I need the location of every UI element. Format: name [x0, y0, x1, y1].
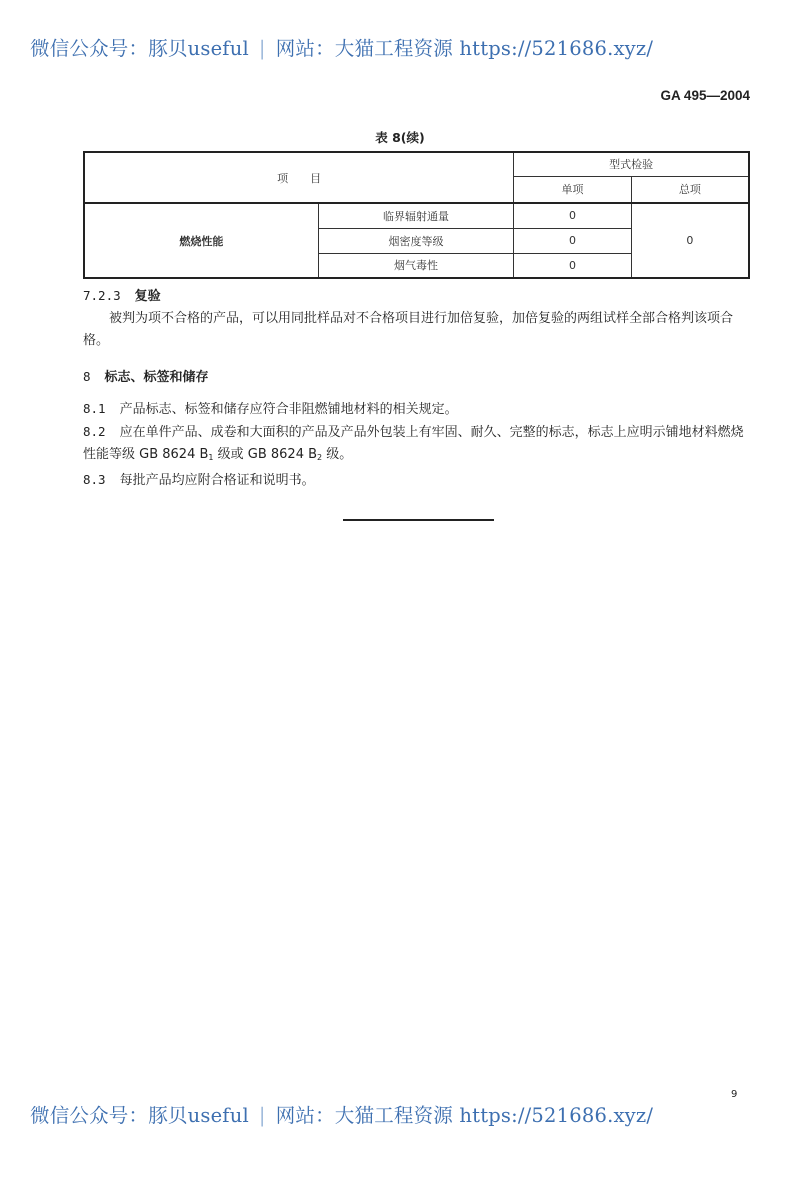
section-8-items — [83, 398, 753, 492]
watermark-site: 网站：大猫工程资源 https://521686.xyz/ — [275, 1104, 654, 1127]
row-single-value: 0 — [514, 203, 632, 228]
watermark-wechat: 微信公众号：豚贝useful — [30, 37, 249, 60]
watermark-bottom — [30, 1100, 653, 1128]
row-name: 临界辐射通量 — [318, 203, 513, 228]
watermark-divider: | — [258, 37, 266, 60]
section-heading: 7.2.3 复验 — [83, 288, 161, 304]
row-single-value: 0 — [514, 253, 632, 278]
section-8 — [83, 366, 753, 389]
section-heading: 8 标志、标签和储存 — [83, 369, 209, 385]
watermark-wechat: 微信公众号：豚贝useful — [30, 1104, 249, 1127]
watermark-divider: | — [258, 1104, 266, 1127]
inspection-table — [83, 151, 750, 279]
header-item: 项 目 — [84, 152, 514, 203]
watermark-top — [30, 33, 653, 61]
clause-8-3: 8.3 每批产品均应附合格证和说明书。 — [83, 472, 315, 488]
total-value: 0 — [631, 203, 749, 278]
page-number: 9 — [731, 1089, 738, 1100]
table-title: 表 8(续) — [375, 130, 425, 145]
header-total: 总项 — [631, 176, 749, 203]
table-row — [84, 203, 749, 228]
section-7-2-3 — [83, 285, 753, 352]
group-label: 燃烧性能 — [84, 203, 318, 278]
row-name: 烟气毒性 — [318, 253, 513, 278]
standard-code: GA 495—2004 — [660, 88, 750, 103]
header-single: 单项 — [514, 176, 632, 203]
end-separator-line — [343, 519, 494, 521]
header-type-test: 型式检验 — [514, 152, 749, 176]
watermark-site: 网站：大猫工程资源 https://521686.xyz/ — [275, 37, 654, 60]
row-name: 烟密度等级 — [318, 228, 513, 253]
section-paragraph: 被判为项不合格的产品，可以用同批样品对不合格项目进行加倍复验，加倍复验的两组试样全部合格判该项合格。 — [83, 311, 734, 348]
clause-8-2: 8.2 应在单件产品、成卷和大面积的产品及产品外包装上有牢固、耐久、完整的标志，标志上应明示铺地材料燃烧性能等级 GB 8624 $B_1$ 级或 GB 8624 $B_2$ 级。 — [83, 424, 744, 462]
row-single-value: 0 — [514, 228, 632, 253]
clause-8-1: 8.1 产品标志、标签和储存应符合非阻燃铺地材料的相关规定。 — [83, 401, 458, 417]
